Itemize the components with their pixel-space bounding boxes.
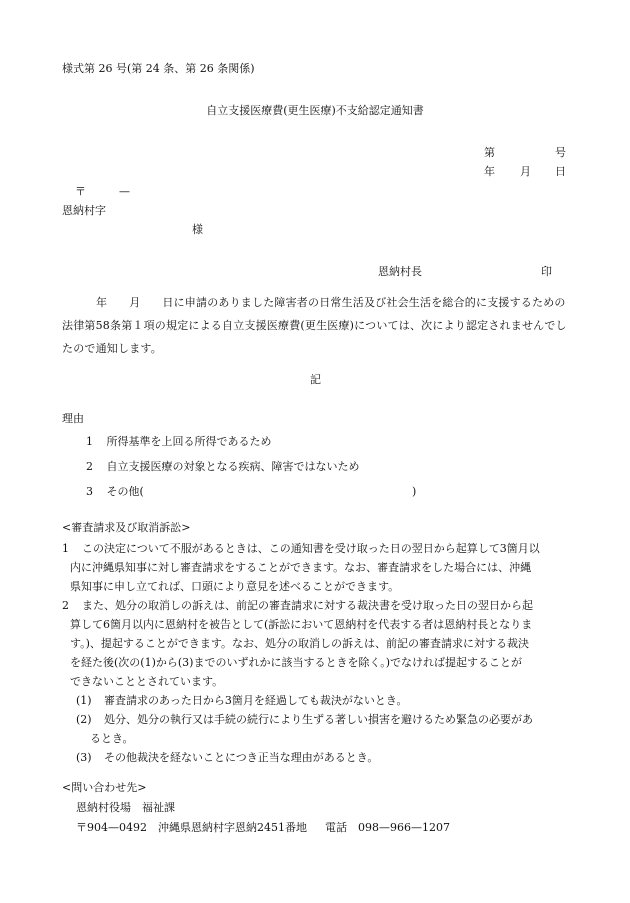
reason-item-3 [86,484,144,499]
appeal-p1-line: 県知事に申し立てれば、口頭により意見を述べることができます。 [70,580,400,593]
contact-heading: <問い合わせ先> [62,781,147,794]
body-text: 日に申請のありました障害者の日常生活及び社会生活を総合的に支援するための法律第58条第１項の規定による自立支援医療費(更生医療)については、次により認定されませんでしたので通知します。 [62,296,567,355]
appeal-p2-line: また、処分の取消しの訴えは、前記の審査請求に対する裁決書を受け取った日の翌日から起 [82,599,533,612]
reason-item-num: 2 [86,460,93,473]
appeal-p1-line: この決定について不服があるときは、この通知書を受け取った日の翌日から起算して3箇月以 [82,542,540,555]
appeal-p2-line: 算して6箇月以内に恩納村を被告として(訴訟において恩納村を代表する者は恩納村長となりま [70,618,533,631]
seal-mark: 印 [541,265,552,278]
contact-address: 〒904—0492 沖縄県恩納村字恩納2451番地 [76,821,307,834]
appeal-sub-line: るとき。 [90,732,134,745]
ki-marker: 記 [310,373,321,386]
doc-number-dai: 第 [484,146,495,159]
reason-item-text: その他( [106,485,144,498]
appeal-sub-num: (2) [76,713,92,726]
appeal-sub-num: (3) [76,751,92,764]
appeal-sub-line: その他裁決を経ないことにつき正当な理由があるとき。 [104,751,379,764]
appeal-p1-num: 1 [62,542,69,555]
document-title: 自立支援医療費(更生医療)不支給認定通知書 [206,104,424,117]
appeal-heading: <審査請求及び取消訴訟> [62,521,191,534]
reason-item-num: 3 [86,485,93,498]
contact-office: 恩納村役場 福祉課 [76,801,175,814]
appeal-sub-line: 審査請求のあった日から3箇月を経過しても裁決がないとき。 [104,694,408,707]
recipient-village: 恩納村字 [62,204,106,217]
reason-item-num: 1 [86,435,93,448]
reason-item-1 [86,434,272,449]
appeal-p1-line: 内に沖縄県知事に対し審査請求をすることができます。なお、審査請求をした場合には、沖縄 [70,561,532,574]
body-year: 年 [96,296,108,309]
appeal-p2-line: を経た後(次の(1)から(3)までのいずれかに該当するときを除く。)でなければ提起することが [70,656,523,669]
doc-number-go: 号 [555,146,566,159]
reason-item-2 [86,459,360,474]
appeal-p2-num: 2 [62,599,69,612]
form-number: 様式第 26 号(第 24 条、第 26 条関係) [62,62,255,75]
recipient-honorific: 様 [192,223,203,236]
postal-mark: 〒 [75,185,86,198]
date-day: 日 [555,165,566,178]
notice-paragraph [62,291,570,360]
reason-heading: 理由 [62,412,84,425]
body-month: 月 [129,296,141,309]
appeal-p2-line: す。)、提起することができます。なお、処分の取消しの訴えは、前記の審査請求に対する裁決 [70,637,530,650]
issuer-name: 恩納村長 [378,265,422,278]
reason-item-text: 自立支援医療の対象となる疾病、障害ではないため [106,460,360,473]
appeal-sub-num: (1) [76,694,92,707]
appeal-sub-line: 処分、処分の執行又は手続の続行により生ずる著しい損害を避けるため緊急の必要があ [104,713,533,726]
reason-item-3-close: ) [412,485,417,498]
appeal-p2-line: できないこととされています。 [70,675,224,688]
postal-dash: — [119,185,130,198]
date-month: 月 [520,165,531,178]
reason-item-text: 所得基準を上回る所得であるため [106,435,272,448]
date-year: 年 [484,165,495,178]
contact-phone: 電話 098—966—1207 [325,821,450,834]
